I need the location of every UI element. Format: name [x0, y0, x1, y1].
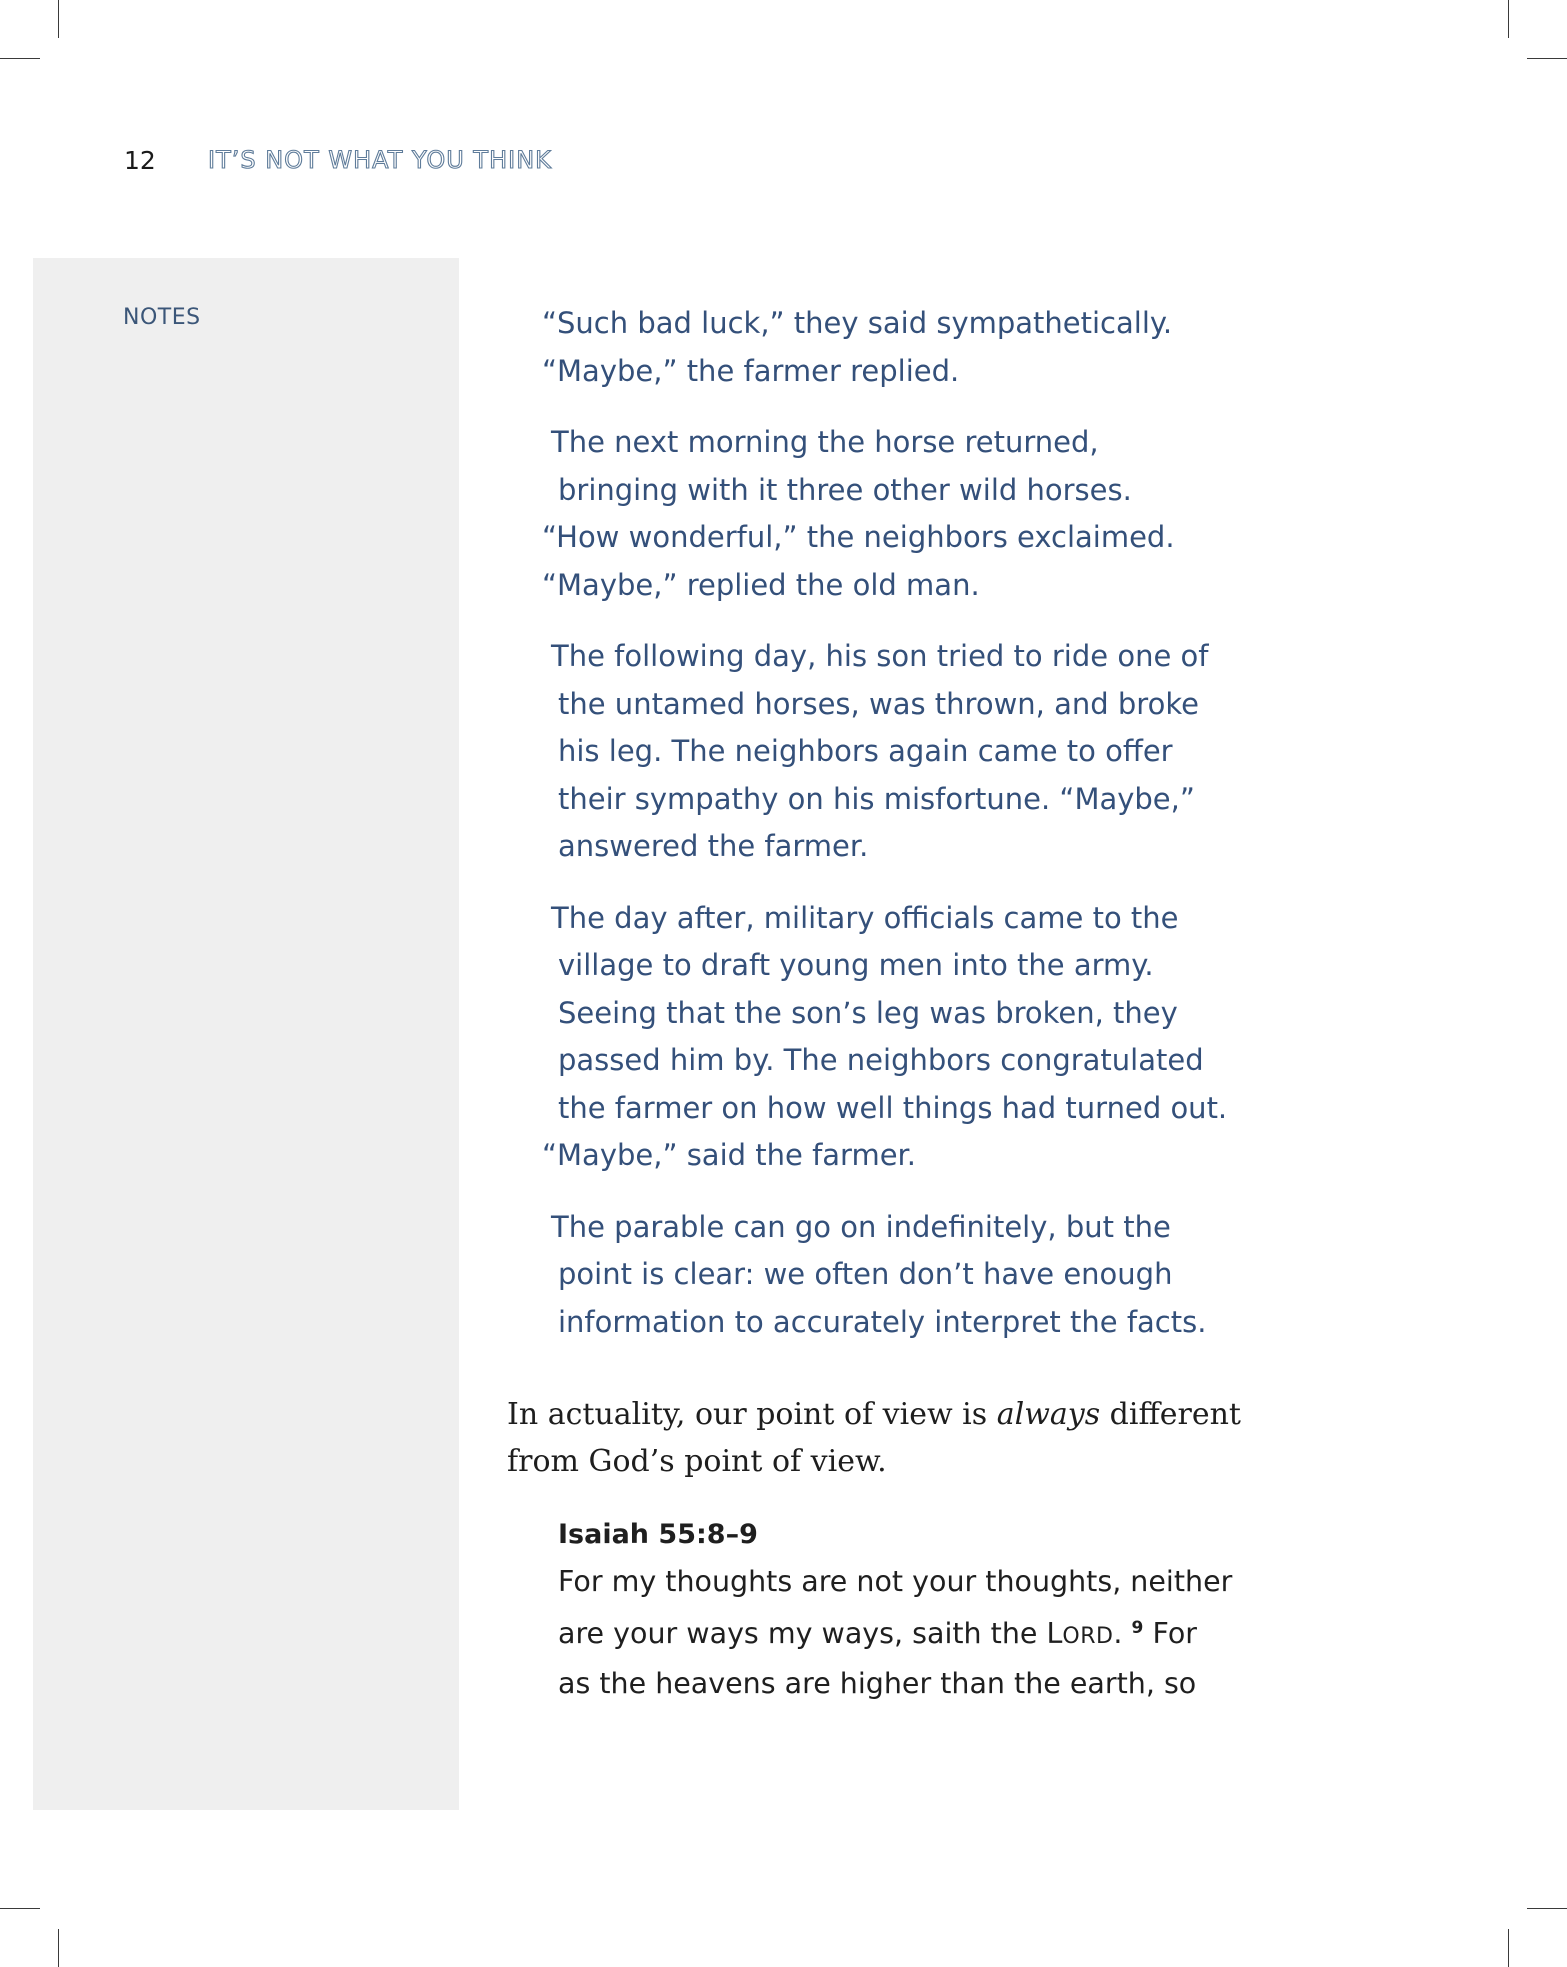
scripture-line: [558, 1605, 1298, 1660]
crop-mark: [1508, 0, 1509, 38]
crop-mark: [0, 1908, 40, 1909]
parable-line: “Maybe,” said the farmer.: [542, 1138, 917, 1172]
parable-line: “Such bad luck,” they said sympathetically.: [542, 306, 1173, 340]
parable-line: “Maybe,” replied the old man.: [542, 567, 980, 602]
body-paragraph: [507, 1391, 1287, 1485]
parable-line: bringing with it three other wild horses.: [558, 472, 1132, 507]
parable-line: answered the farmer.: [558, 829, 869, 863]
parable-line: point is clear: we often don’t have enough: [558, 1257, 1173, 1291]
parable-line: “Maybe,” the farmer replied.: [542, 353, 960, 388]
body-line: [507, 1391, 1287, 1438]
body-text-segment: In actuality, our point of view is: [507, 1397, 997, 1432]
parable-paragraph: [542, 895, 1272, 1180]
notes-label: NOTES: [123, 305, 201, 330]
parable-line: Seeing that the son’s leg was broken, they: [558, 995, 1178, 1030]
scripture-line: For my thoughts are not your thoughts, neither: [558, 1565, 1233, 1598]
parable-line: “How wonderful,” the neighbors exclaimed.: [542, 520, 1175, 554]
scripture-text-segment: .: [1113, 1617, 1132, 1650]
crop-mark: [58, 1929, 59, 1967]
parable-line: The following day, his son tried to ride one of: [551, 639, 1209, 673]
parable-line: his leg. The neighbors again came to offer: [558, 734, 1173, 768]
crop-mark: [1527, 58, 1567, 59]
parable-line: the untamed horses, was thrown, and broke: [558, 686, 1199, 721]
scripture-text-segment: are your ways my ways, saith the L: [558, 1617, 1063, 1650]
parable-line: The day after, military officials came to the: [551, 900, 1179, 935]
scripture-line: as the heavens are higher than the earth, so: [558, 1667, 1197, 1700]
body-line: from God’s point of view.: [507, 1444, 887, 1479]
parable-paragraph: [542, 300, 1272, 395]
page-number: 12: [124, 146, 156, 175]
emphasis-text: always: [996, 1397, 1101, 1432]
running-title: IT’S NOT WHAT YOU THINK: [208, 146, 552, 174]
crop-mark: [1527, 1908, 1567, 1909]
parable-line: passed him by. The neighbors congratulated: [558, 1043, 1204, 1077]
parable-line: the farmer on how well things had turned out.: [558, 1090, 1228, 1125]
scripture-text-segment: For: [1143, 1617, 1197, 1650]
small-caps-text: ORD: [1062, 1624, 1114, 1649]
parable-line: their sympathy on his misfortune. “Maybe,”: [558, 781, 1195, 816]
body-text-segment: different: [1100, 1397, 1241, 1432]
scripture-block: [558, 1512, 1298, 1707]
parable-block: [542, 300, 1272, 1370]
parable-paragraph: [542, 633, 1272, 871]
parable-line: The parable can go on indefinitely, but the: [551, 1209, 1171, 1244]
parable-line: The next morning the horse returned,: [551, 425, 1099, 459]
crop-mark: [58, 0, 59, 38]
crop-mark: [0, 58, 40, 59]
scripture-reference: Isaiah 55:8–9: [558, 1519, 758, 1550]
verse-number: 9: [1131, 1618, 1144, 1638]
parable-paragraph: [542, 1204, 1272, 1347]
crop-mark: [1508, 1929, 1509, 1967]
parable-line: village to draft young men into the army.: [558, 948, 1154, 982]
notes-panel: [33, 258, 459, 1810]
parable-line: information to accurately interpret the facts.: [558, 1304, 1207, 1339]
parable-paragraph: [542, 419, 1272, 609]
